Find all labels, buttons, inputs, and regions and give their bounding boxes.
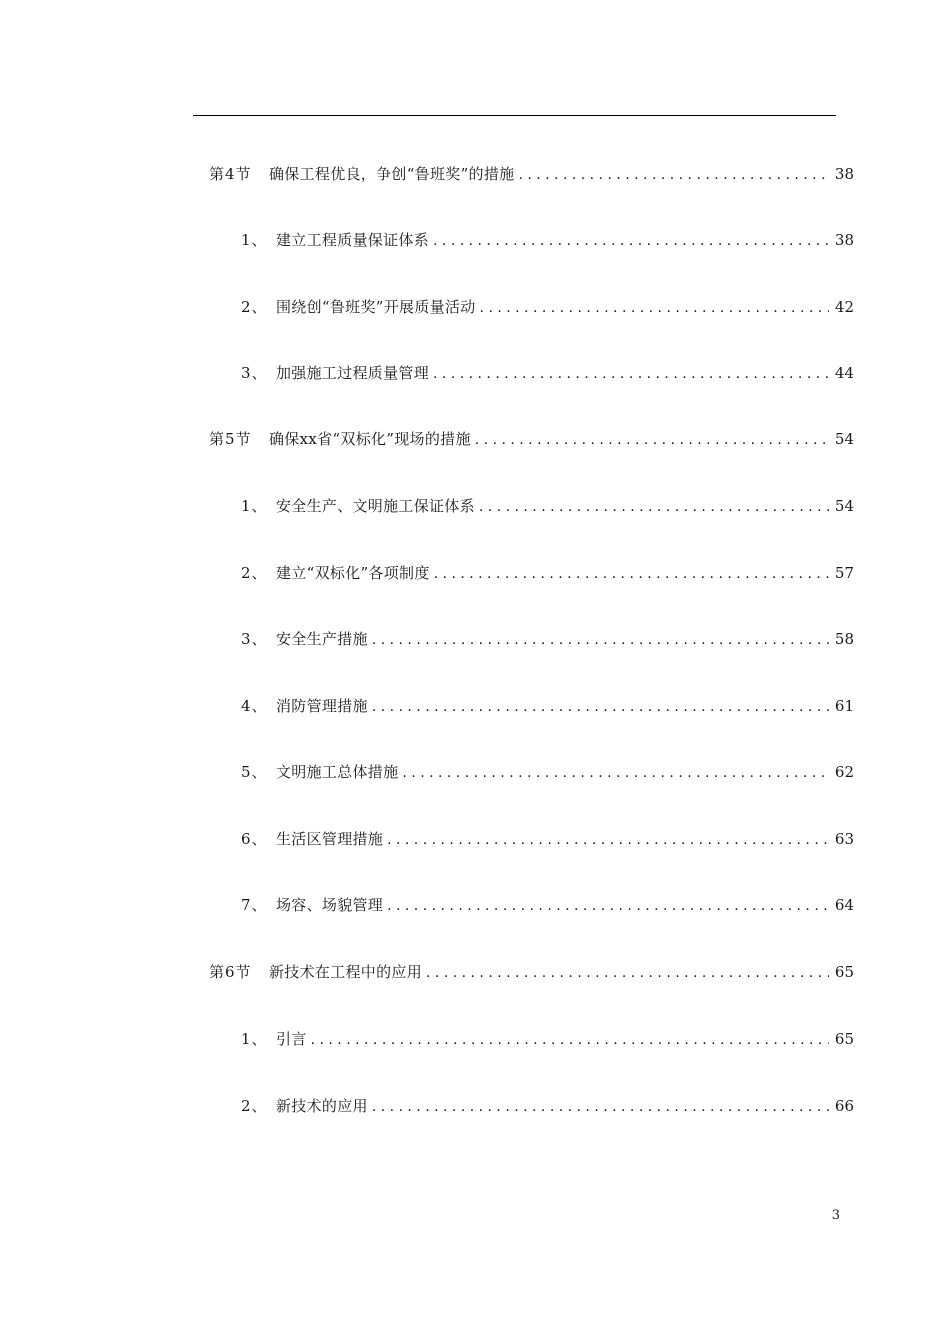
toc-entry-number: 第5节 bbox=[209, 430, 252, 448]
dot-leader bbox=[475, 428, 829, 452]
toc-entry-title: 生活区管理措施 bbox=[276, 830, 384, 848]
toc-entry-page: 42 bbox=[834, 298, 854, 316]
dot-leader bbox=[387, 894, 829, 918]
page-number: 3 bbox=[831, 1208, 840, 1223]
toc-entry-number: 第4节 bbox=[209, 165, 252, 183]
dot-leader bbox=[372, 628, 829, 652]
toc-entry-title: 场容、场貌管理 bbox=[276, 896, 384, 914]
toc-entry[interactable] bbox=[241, 694, 854, 718]
toc-entry-title: 加强施工过程质量管理 bbox=[276, 364, 430, 382]
dot-leader bbox=[479, 495, 829, 519]
toc-entry[interactable] bbox=[241, 295, 854, 319]
toc-entry-section-4[interactable] bbox=[209, 162, 854, 186]
dot-leader bbox=[433, 362, 829, 386]
dot-leader bbox=[372, 695, 829, 719]
toc-entry[interactable] bbox=[241, 827, 854, 851]
toc-entry-number: 1、 bbox=[241, 497, 268, 515]
toc-entry[interactable] bbox=[241, 228, 854, 252]
toc-entry-number: 1、 bbox=[241, 231, 268, 249]
toc-entry-number: 1、 bbox=[241, 1030, 268, 1048]
dot-leader bbox=[434, 562, 829, 586]
toc-entry-number: 3、 bbox=[241, 364, 268, 382]
toc-entry-page: 64 bbox=[834, 896, 854, 914]
toc-entry-page: 38 bbox=[834, 231, 854, 249]
toc-entry-page: 63 bbox=[834, 830, 854, 848]
dot-leader bbox=[480, 296, 829, 320]
toc-entry-title: 围绕创“鲁班奖”开展质量活动 bbox=[276, 298, 476, 316]
toc-entry-number: 5、 bbox=[241, 763, 268, 781]
toc-entry[interactable] bbox=[241, 494, 854, 518]
toc-entry-title: 安全生产措施 bbox=[276, 630, 368, 648]
toc-entry-page: 62 bbox=[834, 763, 854, 781]
toc-entry-title: 新技术的应用 bbox=[276, 1097, 368, 1115]
toc-entry-page: 65 bbox=[834, 1030, 854, 1048]
toc-entry-page: 57 bbox=[834, 564, 854, 582]
toc-entry-page: 66 bbox=[834, 1097, 854, 1115]
toc-entry[interactable] bbox=[241, 893, 854, 917]
toc-entry-number: 7、 bbox=[241, 896, 268, 914]
toc-entry-number: 3、 bbox=[241, 630, 268, 648]
toc-entry-number: 4、 bbox=[241, 697, 268, 715]
toc-entry-page: 65 bbox=[834, 963, 854, 981]
dot-leader bbox=[387, 828, 829, 852]
toc-entry-number: 2、 bbox=[241, 1097, 268, 1115]
dot-leader bbox=[433, 229, 829, 253]
toc-entry-title: 确保工程优良，争创“鲁班奖”的措施 bbox=[269, 165, 515, 183]
toc-entry-section-5[interactable] bbox=[209, 427, 854, 451]
toc-entry-title: 建立工程质量保证体系 bbox=[276, 231, 430, 249]
toc-entry-section-6[interactable] bbox=[209, 960, 854, 984]
toc-entry-title: 安全生产、文明施工保证体系 bbox=[276, 497, 475, 515]
toc-entry-page: 54 bbox=[834, 430, 854, 448]
dot-leader bbox=[311, 1028, 829, 1052]
toc-entry-title: 引言 bbox=[276, 1030, 307, 1048]
dot-leader bbox=[426, 961, 829, 985]
toc-entry[interactable] bbox=[241, 1027, 854, 1051]
toc-entry[interactable] bbox=[241, 1094, 854, 1118]
toc-entry-title: 确保xx省“双标化”现场的措施 bbox=[269, 430, 471, 448]
dot-leader bbox=[402, 761, 829, 785]
dot-leader bbox=[372, 1095, 829, 1119]
toc-entry-title: 新技术在工程中的应用 bbox=[269, 963, 423, 981]
toc-entry-page: 44 bbox=[834, 364, 854, 382]
toc-entry[interactable] bbox=[241, 561, 854, 585]
toc-entry-page: 61 bbox=[834, 697, 854, 715]
toc-entry-page: 58 bbox=[834, 630, 854, 648]
toc-entry-number: 第6节 bbox=[209, 963, 252, 981]
toc-entry[interactable] bbox=[241, 361, 854, 385]
toc-entry-number: 2、 bbox=[241, 564, 268, 582]
toc-entry[interactable] bbox=[241, 760, 854, 784]
toc-entry-page: 54 bbox=[834, 497, 854, 515]
dot-leader bbox=[518, 163, 828, 187]
toc-entry-number: 6、 bbox=[241, 830, 268, 848]
toc-entry-title: 消防管理措施 bbox=[276, 697, 368, 715]
toc-entry[interactable] bbox=[241, 627, 854, 651]
toc-entry-number: 2、 bbox=[241, 298, 268, 316]
toc-entry-title: 文明施工总体措施 bbox=[276, 763, 399, 781]
toc-entry-title: 建立“双标化”各项制度 bbox=[276, 564, 430, 582]
toc-entry-page: 38 bbox=[834, 165, 854, 183]
